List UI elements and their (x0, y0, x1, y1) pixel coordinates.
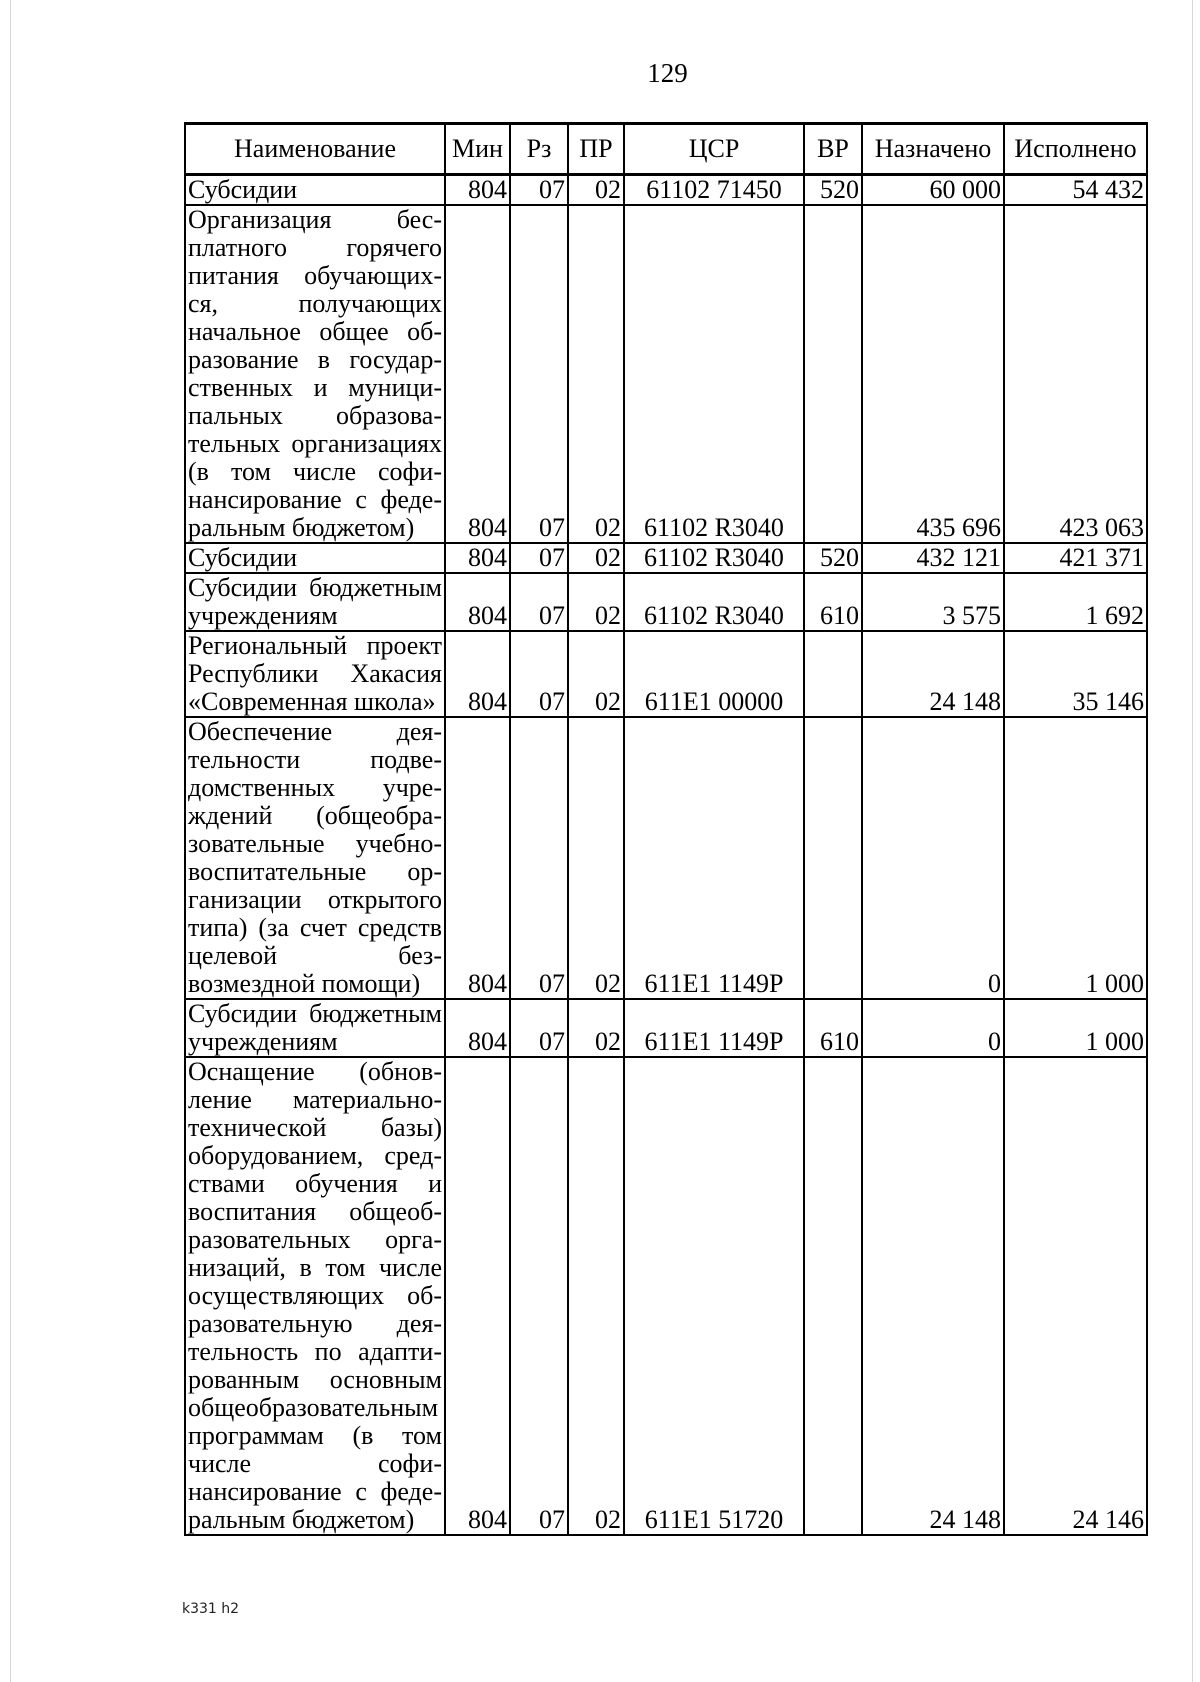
cell-assigned: 435 696 (862, 205, 1004, 543)
table-body (185, 175, 1147, 1536)
cell-vr (804, 631, 862, 717)
header-pr: ПР (568, 124, 624, 175)
cell-csr: 611E1 00000 (624, 631, 804, 717)
cell-name: Субсидии бюджетным учреждениям (185, 573, 445, 631)
cell-name: Оснащение (обновление материально-технической базы) оборудованием, средствами обучения и воспитания общеобразовательных организаций, в том числе осуществляющих образовательную деятельность по адаптированным основным общеобразовательным программам (в том числе софинансирование с федеральным бюджетом) (185, 1057, 445, 1535)
footer-code: k331 h2 (182, 1601, 240, 1617)
cell-executed: 24 146 (1004, 1057, 1147, 1535)
table-row (185, 573, 1147, 631)
table-row (185, 631, 1147, 717)
table-header-row (185, 124, 1147, 175)
cell-name: Субсидии (185, 543, 445, 573)
cell-rz: 07 (510, 1057, 568, 1535)
table-row (185, 999, 1147, 1057)
cell-pr: 02 (568, 543, 624, 573)
cell-assigned: 3 575 (862, 573, 1004, 631)
cell-csr: 61102 71450 (624, 175, 804, 206)
cell-assigned: 0 (862, 717, 1004, 999)
cell-csr: 611E1 51720 (624, 1057, 804, 1535)
left-margin-line (10, 0, 11, 1682)
cell-rz: 07 (510, 543, 568, 573)
table-row (185, 717, 1147, 999)
header-name: Наименование (185, 124, 445, 175)
cell-min: 804 (445, 573, 510, 631)
table-row (185, 543, 1147, 573)
cell-vr (804, 717, 862, 999)
header-assigned: Назначено (862, 124, 1004, 175)
cell-assigned: 0 (862, 999, 1004, 1057)
header-executed: Исполнено (1004, 124, 1147, 175)
cell-csr: 611E1 1149P (624, 717, 804, 999)
cell-name: Субсидии (185, 175, 445, 206)
cell-min: 804 (445, 543, 510, 573)
cell-pr: 02 (568, 175, 624, 206)
cell-assigned: 432 121 (862, 543, 1004, 573)
cell-rz: 07 (510, 631, 568, 717)
cell-pr: 02 (568, 1057, 624, 1535)
cell-min: 804 (445, 175, 510, 206)
header-min: Мин (445, 124, 510, 175)
header-rz: Рз (510, 124, 568, 175)
cell-executed: 35 146 (1004, 631, 1147, 717)
table-row (185, 175, 1147, 206)
right-margin-line (1192, 0, 1193, 1682)
table-row (185, 1057, 1147, 1535)
cell-pr: 02 (568, 573, 624, 631)
cell-rz: 07 (510, 205, 568, 543)
cell-vr: 520 (804, 175, 862, 206)
cell-min: 804 (445, 205, 510, 543)
cell-rz: 07 (510, 573, 568, 631)
cell-csr: 61102 R3040 (624, 543, 804, 573)
cell-vr (804, 205, 862, 543)
cell-executed: 1 000 (1004, 999, 1147, 1057)
cell-assigned: 24 148 (862, 1057, 1004, 1535)
cell-vr: 610 (804, 999, 862, 1057)
cell-vr: 610 (804, 573, 862, 631)
cell-name: Обеспечение деятельности подведомственных учреждений (общеобразовательные учебно-воспитательные организации открытого типа) (за счет средств целевой безвозмездной помощи) (185, 717, 445, 999)
cell-executed: 421 371 (1004, 543, 1147, 573)
cell-name: Региональный проект Республики Хакасия «Современная школа» (185, 631, 445, 717)
budget-table (184, 122, 1148, 1536)
table-row (185, 205, 1147, 543)
cell-min: 804 (445, 631, 510, 717)
cell-min: 804 (445, 1057, 510, 1535)
cell-rz: 07 (510, 717, 568, 999)
cell-pr: 02 (568, 631, 624, 717)
cell-csr: 611E1 1149P (624, 999, 804, 1057)
cell-csr: 61102 R3040 (624, 205, 804, 543)
header-csr: ЦСР (624, 124, 804, 175)
cell-executed: 1 692 (1004, 573, 1147, 631)
cell-vr (804, 1057, 862, 1535)
cell-assigned: 60 000 (862, 175, 1004, 206)
cell-assigned: 24 148 (862, 631, 1004, 717)
cell-min: 804 (445, 717, 510, 999)
cell-vr: 520 (804, 543, 862, 573)
cell-executed: 54 432 (1004, 175, 1147, 206)
cell-name: Организация бесплатного горячего питания обучающихся, получающих начальное общее образование в государственных и муниципальных образовательных организациях (в том числе софинансирование с федеральным бюджетом) (185, 205, 445, 543)
header-vr: ВР (804, 124, 862, 175)
cell-executed: 423 063 (1004, 205, 1147, 543)
cell-name: Субсидии бюджетным учреждениям (185, 999, 445, 1057)
cell-pr: 02 (568, 717, 624, 999)
page-number: 129 (647, 58, 688, 88)
cell-rz: 07 (510, 175, 568, 206)
cell-csr: 61102 R3040 (624, 573, 804, 631)
cell-executed: 1 000 (1004, 717, 1147, 999)
cell-pr: 02 (568, 205, 624, 543)
cell-rz: 07 (510, 999, 568, 1057)
cell-pr: 02 (568, 999, 624, 1057)
cell-min: 804 (445, 999, 510, 1057)
